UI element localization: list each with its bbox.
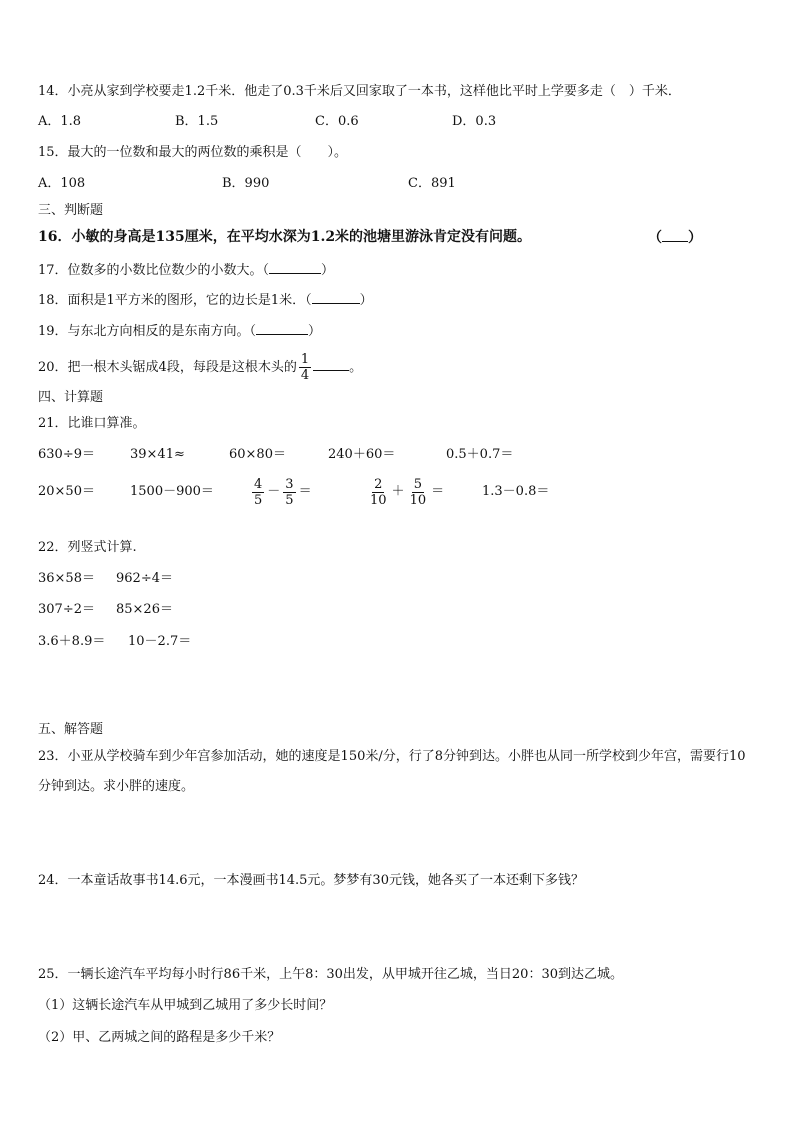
question-18 [38,289,373,311]
q22-item: 85×26＝ [116,602,173,617]
q15-option-a: A．108 [38,176,86,191]
q20-frac-den: 4 [300,368,310,383]
q21-item: 0.5＋0.7＝ [446,447,514,462]
q20-frac-num: 1 [300,352,310,367]
q18-text: 18．面积是1平方米的图形，它的边长是1米．（ [38,293,312,308]
q22-item: 36×58＝ [38,571,95,586]
question-25: 25．一辆长途汽车平均每小时行86千米，上午8：30出发，从甲城开往乙城，当日20：30到达乙城。 [38,967,623,982]
q19-paren-close: ） [308,324,322,339]
question-16: 16．小敏的身高是135厘米，在平均水深为1.2米的池塘里游泳肯定没有问题。 [38,229,532,245]
question-23: 23．小亚从学校骑车到少年宫参加活动，她的速度是150米/分，行了8分钟到达。小胖也从同一所学校到少年宫，需要行10分钟到达。求小胖的速度。 [38,749,746,794]
question-25-part-2: （2）甲、乙两城之间的路程是多少千米？ [38,1030,281,1045]
q21-item: 39×41≈ [130,447,185,462]
q19-text: 19．与东北方向相反的是东南方向。（ [38,324,257,339]
frac-den: 10 [409,492,427,508]
q14-option-b: B．1.5 [175,114,219,129]
operator: ＋ [391,484,405,499]
frac-num: 4 [254,476,263,492]
q20-text: 20．把一根木头锯成4段，每段是这根木头的 [38,360,297,375]
q14-option-d: D．0.3 [452,114,497,129]
equals-sign: ＝ [431,484,445,499]
q20-end: 。 [349,360,363,375]
q21-frac [252,477,264,508]
section-heading-judgement: 三、判断题 [38,203,104,218]
question-17 [38,259,334,281]
frac-den: 5 [285,492,294,508]
q22-item: 3.6＋8.9＝ [38,634,106,649]
frac-num: 2 [374,476,383,492]
q16-paren-open: （ [648,230,662,246]
q21-item: 1500－900＝ [130,484,214,499]
operator: － [267,484,281,499]
q22-item: 962÷4＝ [116,571,173,586]
section-heading-calculation: 四、计算题 [38,390,104,405]
q17-text: 17．位数多的小数比位数少的小数大。（ [38,263,270,278]
question-24: 24．一本童话故事书14.6元，一本漫画书14.5元。梦梦有30元钱，她各买了一本还剩下多钱？ [38,873,584,888]
q15-option-c: C．891 [408,176,456,191]
q15-option-b: B．990 [222,176,270,191]
frac-den: 5 [254,492,263,508]
equals-sign: ＝ [298,484,312,499]
q21-item: 60×80＝ [229,447,286,462]
question-25-part-1: （1）这辆长途汽车从甲城到乙城用了多少长时间？ [38,998,333,1013]
q20-fraction [299,352,311,383]
q21-frac [408,477,429,508]
question-20 [38,350,362,386]
q16-paren-close: ） [688,230,702,246]
q17-paren-close: ） [321,263,335,278]
q21-fraction-expr-1 [250,473,313,512]
q19-blank-line [256,320,308,335]
frac-num: 5 [413,476,422,492]
q21-frac [368,477,389,508]
q21-item: 20×50＝ [38,484,95,499]
q14-option-c: C．0.6 [315,114,359,129]
question-14: 14．小亮从家到学校要走1.2千米．他走了0.3千米后又回家取了一本书，这样他比平时上学要多走（ ）千米． [38,84,681,99]
section-heading-word-problems: 五、解答题 [38,722,104,737]
frac-den: 10 [370,492,387,508]
q20-blank-line [313,356,349,371]
question-21-title: 21．比谁口算准。 [38,416,146,431]
question-15: 15．最大的一位数和最大的两位数的乘积是（ ）。 [38,145,348,160]
q21-item: 1.3－0.8＝ [482,484,550,499]
question-22-title: 22．列竖式计算. [38,540,137,555]
q21-item: 630÷9＝ [38,447,95,462]
q17-blank-line [269,259,321,274]
q22-item: 10－2.7＝ [128,634,192,649]
q18-blank-line [312,289,360,304]
q21-frac [283,477,295,508]
q14-option-a: A．1.8 [38,114,82,129]
q16-answer-blank [648,227,702,248]
question-19 [38,320,321,342]
q18-paren-close: ） [359,293,373,308]
frac-num: 3 [285,476,294,492]
q22-item: 307÷2＝ [38,602,95,617]
q21-item: 240＋60＝ [328,447,396,462]
q21-fraction-expr-2 [366,473,445,512]
q16-blank-line [662,227,688,242]
